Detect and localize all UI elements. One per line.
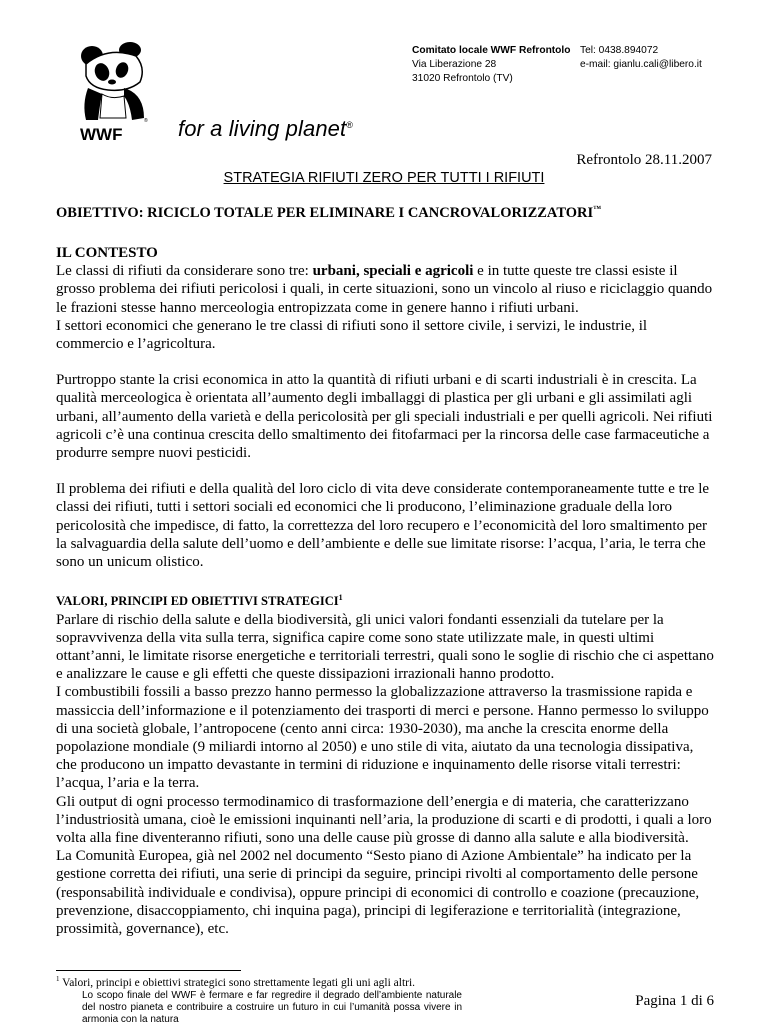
document-title: STRATEGIA RIFIUTI ZERO PER TUTTI I RIFIUTI bbox=[223, 170, 545, 186]
valori-paragraph-2: I combustibili fossili a basso prezzo hanno permesso la globalizzazione attraverso la trasmissione rapida e massiccia dell’informazione e il potenziamento dei trasporti di merci e persone. Hanno permesso lo sviluppo di una società globale, l’antropocene (cento anni circa: 1930-2030), ma anche la crescita enorme della popolazione mondiale (9 miliardi intorno al 2050) e uno stile di vita, aiutato da una tecnologia dissipativa, che producono un impatto devastante in termini di riduzione e inquinamento delle risorse vitali terrestri: l’acqua, l’aria e la terra. bbox=[56, 684, 709, 792]
contact-org: Comitato locale WWF Refrontolo bbox=[412, 45, 571, 56]
contact-block bbox=[412, 44, 570, 86]
section-heading-contesto: IL CONTESTO bbox=[56, 245, 158, 262]
valori-paragraph-3: Gli output di ogni processo termodinamico di trasformazione dell’energia e di materia, che caratterizzano l’industriosità umana, cioè le emissioni inquinanti nell’aria, la produzione di scarti e di prodotti, i quali a loro volta alla fine diventeranno rifiuti, sono una delle cause più grosse di danno alla salute e alla biodiversità. bbox=[56, 793, 712, 847]
document-body bbox=[56, 200, 716, 938]
contact-tel: Tel: 0438.894072 bbox=[580, 45, 659, 56]
contesto-paragraph-3: Purtroppo stante la crisi economica in atto la quantità di rifiuti urbani e di scarti industriali è in crescita. La qualità merceologica è orientata all’aumento degli imballaggi di plastica per gli urbani e gli assimilati agli urbani, all’aumento della varietà e della pericolosità per gli speciali industriali e per quelli agricoli. Nei rifiuti agricoli c’è una continua crescita dello smaltimento dei fitofarmaci per la rincorsa delle case farmaceutiche a produrre sempre nuovi pesticidi. bbox=[56, 372, 713, 462]
objective-heading: OBIETTIVO: RICICLO TOTALE PER ELIMINARE I CANCROVALORIZZATORI™ bbox=[56, 204, 602, 221]
valori-paragraph-4: La Comunità Europea, già nel 2002 nel documento “Sesto piano di Azione Ambientale” ha indicato per la gestione corretta dei rifiuti, una serie di principi da seguire, principi rivolti al comportamento delle persone (responsabilità individuale e condivisa), oppure principi di economici di controllo e coazione (precauzione, prevenzione, disaccoppiamento, chi inquina paga), principi di legiferazione e territorialità (integrazione, prossimità, governance), etc. bbox=[56, 848, 700, 938]
contesto-paragraph-4: Il problema dei rifiuti e della qualità del loro ciclo di vita deve considerate contemporaneamente tutte e tre le classi dei rifiuti, tutti i settori sociali ed economici che li producono, l’eliminazione graduale della loro pericolosità che impedisce, di fatto, la correttezza del loro recupero e l’economicità del loro smaltimento per la salvaguardia della salute dell’uomo e dell’ambiente e delle sue limitate risorse: l’acqua, l’aria, le terra che sono un unicum olistico. bbox=[56, 481, 710, 571]
wwf-panda-logo bbox=[78, 42, 152, 142]
section-heading-valori: VALORI, PRINCIPI ED OBIETTIVI STRATEGICI$^1$ bbox=[56, 593, 343, 609]
svg-text:®: ® bbox=[144, 118, 148, 124]
wwf-mission-statement: Lo scopo finale del WWF è fermare e far regredire il degrado dell’ambiente naturale del nostro pianeta e contribuire a costruire un futuro in cui l’umanità possa vivere in armonia con la natura bbox=[82, 990, 462, 1025]
wwf-wordmark: WWF bbox=[80, 125, 123, 142]
footnote: $^1$ Valori, principi e obiettivi strategici sono strettamente legati gli uni agli altri. bbox=[56, 975, 416, 989]
footnote-divider bbox=[56, 970, 241, 971]
contesto-paragraph-2: I settori economici che generano le tre classi di rifiuti sono il settore civile, i servizi, le industrie, il commercio e l’agricoltura. bbox=[56, 317, 648, 353]
contesto-paragraph-1: Le classi di rifiuti da considerare sono tre: urbani, speciali e agricoli e in tutte queste tre classi esiste il grosso problema dei rifiuti pericolosi i quali, in certe situazioni, sono un vincolo al riuso e riciclaggio quando le frazioni stesse hanno merceologia entropizzata come in genere hanno i rifiuti urbani. bbox=[56, 263, 713, 316]
contact-email[interactable]: e-mail: gianlu.cali@libero.it bbox=[580, 59, 702, 70]
valori-paragraph-1: Parlare di rischio della salute e della biodiversità, gli unici valori fondanti essenziali da tutelare per la sopravvivenza della vita sulla terra, significa capire come sono state utilizzate male, in questi ultimi ottant’anni, le limitate risorse energetiche e territoriali terrestri, quali sono le soglie di rischio che ci aspettano e analizzare le cause e gli effetti che queste dissipazioni irrazionali hanno prodotto. bbox=[56, 611, 714, 683]
tagline: for a living planet® bbox=[178, 116, 353, 141]
page-number: Pagina 1 di 6 bbox=[635, 993, 714, 1009]
contact-street: Via Liberazione 28 bbox=[412, 59, 497, 70]
contact-details bbox=[580, 44, 702, 72]
footnote-ref[interactable]: 1 bbox=[338, 593, 343, 603]
document-date: Refrontolo 28.11.2007 bbox=[576, 152, 712, 168]
contact-city: 31020 Refrontolo (TV) bbox=[412, 73, 513, 84]
